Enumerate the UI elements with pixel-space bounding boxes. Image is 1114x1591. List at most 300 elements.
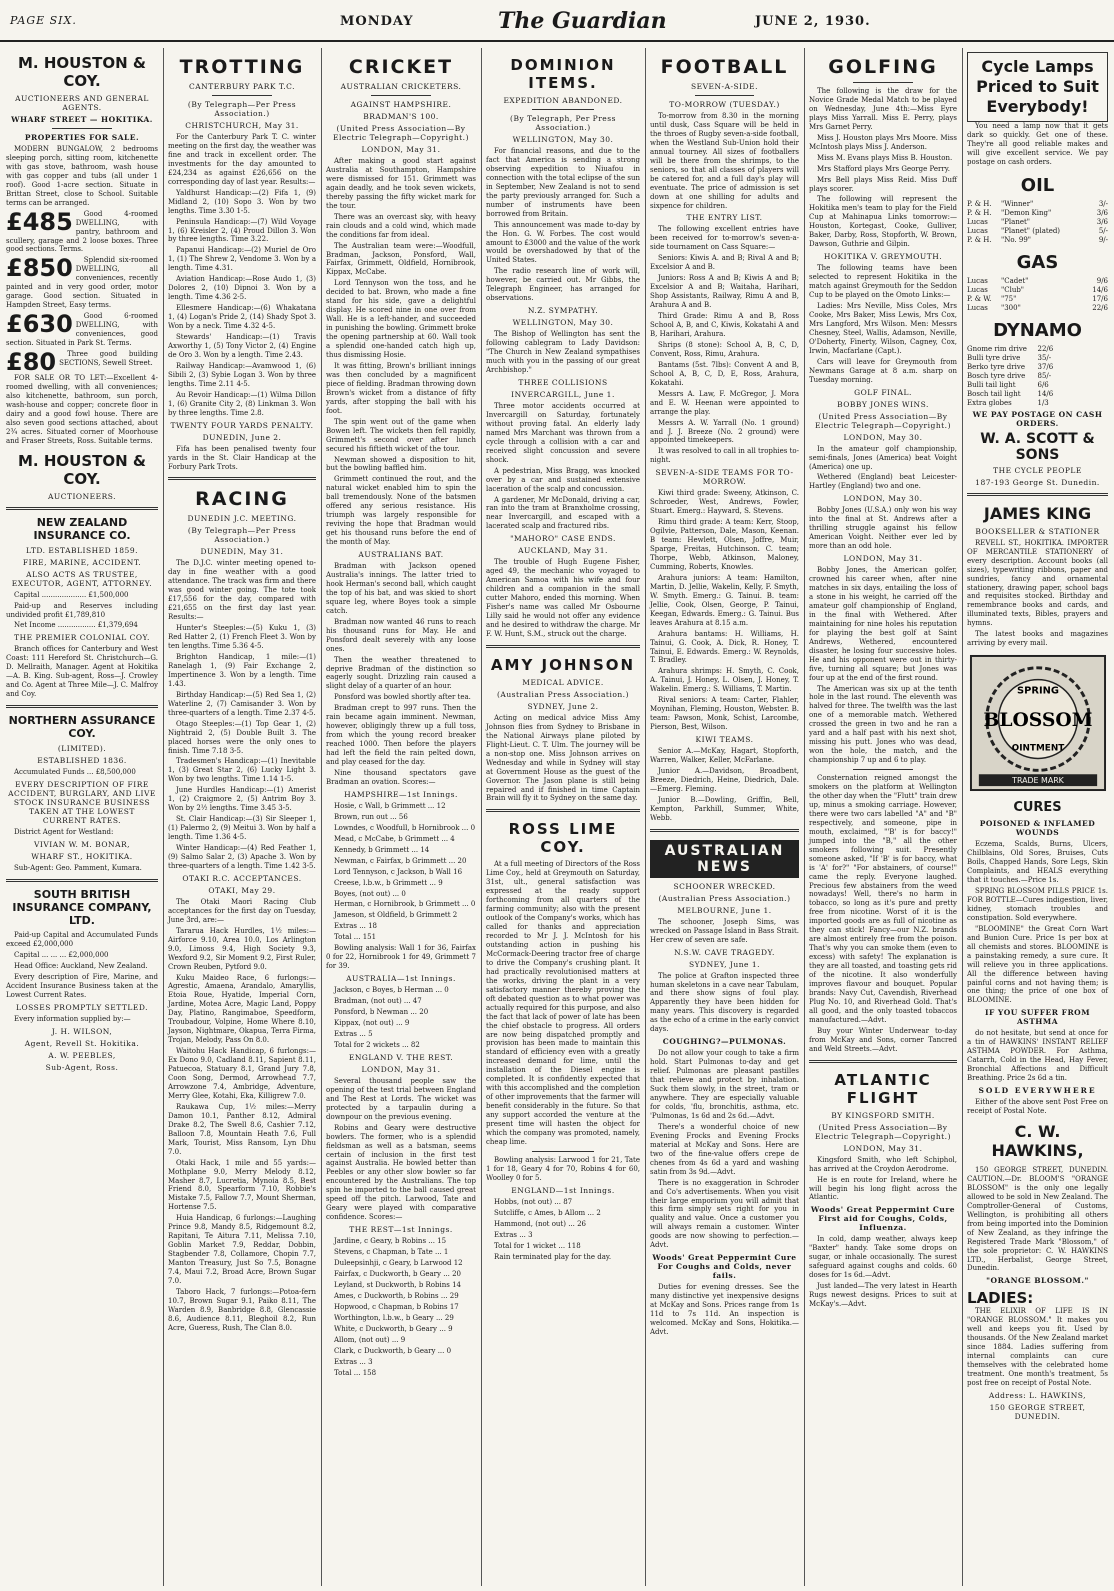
paragraph: Bradman now wanted 46 runs to reach his thousand runs for May. He and Ponsford dealt severely with any loose ones. (326, 617, 476, 653)
paragraph: Stewards' Handicap:—(1) Travis Axworthy 1, (5) Tony Victor 2, (4) Engine de Oro 3. Won by a length. Time 2.43. (168, 333, 316, 359)
divider (809, 1060, 957, 1063)
score-line: Ames, c Duckworth, b Robins ... 29 (334, 1291, 459, 1300)
paragraph: Wethered (England) beat Leicester-Hartley (England) two and one. (809, 473, 957, 491)
paragraph: Third Grade: Rimu A and B, Ross School A, B, and C, Kiwis, Kokatahi A and B, Harihari, Arahura. (650, 312, 799, 338)
nz-insurance-heading: NEW ZEALAND INSURANCE CO. (33, 515, 131, 542)
score-line: Bradman, (not out) ... 47 (334, 997, 422, 1006)
nz-branch-offices: Branch offices for Canterbury and West Coast: 111 Hereford St. Christchurch—G. D. Mellraith, Manager. Agent at Hokitika—A. B. King. Sub-agent, Ross—J. Crowley and Co. Agent at Three Mile—J. C. Malfroy and Coy. (6, 645, 158, 699)
paragraph: Junior A.—Davidson, Broadbent, Breeze, Diedrich, Heine, Diedrich, Dale.—Emerg. Fleming. (650, 767, 799, 793)
property-ad-to-let: FOR SALE OR TO LET:—Excellent 4-roomed dwelling, with all conveniences; also kitchenette, bathroom, sun porch, wash-house and copper; concrete floor in dairy and a good fowl house. There are also seven good sections attached, about 2¾ acres. Situated corner of Moorhouse and Fraser Streets, Ross. Suitable terms. (6, 373, 158, 445)
score-line: Clark, c Duckworth, b Geary ... 0 (334, 1346, 452, 1355)
dateline: LONDON, May 30. (843, 494, 923, 504)
trotting-heading: TROTTING (179, 56, 305, 78)
paragraph: Bobby Jones, the American golfer, crowned his career when, after nine matches in six days, entailing the loss of a stone in his weight, he carried off the amateur golf championship of England, in the final with Wethered. After maintaining for nine holes his reputation for playing the best golf at Saint Andrews, Wethered, encountered disaster, he losing four successive holes. He and his opponent were out in thirty-five, turning all square; but Jones was four up at the end of the first round. (809, 566, 957, 682)
paragraph: Papanui Handicap:—(2) Muriel de Oro 1, (1) The Shrew 2, Vendome 3. Won by a length. Time 4.31. (168, 246, 316, 273)
price: £850 (6, 254, 73, 283)
paragraph: Kingsford Smith, who left Schiphol, has arrived at the Croydon Aerodrome. (809, 1155, 957, 1173)
price-row: Bosch tyre drive 85/- (967, 371, 1052, 380)
paragraph: Cars will leave for Greymouth from Newmans Garage at 8 a.m. sharp on Tuesday morning. (809, 357, 957, 384)
paragraph: A pedestrian, Miss Bragg, was knocked over by a car and sustained extensive laceration of the scalp and concussion. (486, 466, 640, 493)
football-heading: FOOTBALL (660, 56, 789, 78)
score-line: Fairfax, c Duckworth, b Geary ... 20 (334, 1269, 462, 1278)
byline: (By Telegraph—Per Press Association.) (187, 100, 297, 118)
sold-everywhere: SOLD EVERYWHERE (978, 1086, 1097, 1096)
northern-agent-name: VIVIAN W. M. BONAR, (33, 840, 131, 850)
advertisement: There is no exaggeration in Schroder and Co's advertisements. When you visit their large emporium you will admit that this firm simply sets right for you in quality and value. Once a customer you will always remain a customer. Winter goods are now showing to perfection.—Advt. (650, 1178, 799, 1250)
paragraph: Raukawa Cup, 1½ miles:—Merry Damon 10.1, Panther 8.12, Admiral Drake 8.2, The Swell 8.6, Cashier 7.12, Balloon 7.8, Mountain Heath 7.6, Full Mark, Tourist, Miss Ransom, Lyn Dhu 7.0. (168, 1102, 316, 1156)
masthead (0, 0, 1114, 42)
divider (52, 128, 113, 129)
price-row: Bulli tail light 6/6 (967, 380, 1049, 389)
score-line: Boyes, (not out) ... 0 (334, 889, 406, 898)
paragraph: The following will represent the Hokitika men's team to play for the Field Cup at Mahinapua Links tomorrow:—Houston, Kortegast, Cooke, Gulliver, Baker, Darby, Ross, Stopforth, W. Brown, Dawson, Guthrie and Gilpin. (809, 195, 957, 249)
column-trotting-racing (163, 48, 320, 1586)
score-line: Jameson, st Oldfield, b Grimmett 2 (334, 911, 458, 920)
advertisement: Duties for evening dresses. See the many distinctive yet inexpensive designs at McKay and Sons. Prices range from 1s 11d to 7s 11d. An inspection is welcomed. McKay and Sons, Hokitika.—Advt. (650, 1283, 799, 1336)
property-ad-485 (6, 207, 158, 257)
stamp-top-text: SPRING (1016, 685, 1059, 697)
subheading: BY KINGSFORD SMITH. (831, 1110, 935, 1120)
paragraph: Junior B.—Dowling, Griffin, Bell, Kempton, Parkhill, Summer, White, Webb. (650, 795, 799, 822)
price-row: Lucas "300" 22/6 (967, 303, 1108, 312)
nz-colonial: THE PREMIER COLONIAL COY. (14, 633, 150, 643)
paragraph: Peninsula Handicap:—(7) Wild Voyage 1, (6) Kreisler 2, (4) Proud Dillon 3. Won by three lengths. Time 3.22. (168, 217, 316, 244)
score-line: Kippax, (not out) ... 9 (334, 1019, 410, 1028)
divider (853, 82, 912, 83)
paragraph: Otaki Hack, 1 mile and 55 yards:—Mothplane 9.0, Merry Melody 8.12, Masher 8.7, Lucretia, Mynoia 8.5, Best Friend 8.0, Spearform 7.10, Robbie's Mistake 7.5, Fallow 7.7, Mount Sherman, Hortense 7.5. (168, 1158, 316, 1212)
paragraph: Mrs Bell plays Miss Reid. Miss Duff plays scorer. (809, 175, 957, 193)
subheading: AGAINST HAMPSHIRE. (350, 100, 452, 109)
nz-insurance-also: ALSO ACTS AS TRUSTEE, EXECUTOR, AGENT, ATTORNEY. (11, 569, 153, 588)
dateline: WELLINGTON, May 30. (512, 135, 614, 144)
oil-price-list (967, 200, 1108, 244)
houston-subheading-2: AUCTIONEERS. (47, 491, 116, 501)
score-line: White, c Duckworth, b Geary ... 9 (334, 1324, 453, 1333)
south-british-agent-2-address: Sub-Agent, Ross. (45, 1062, 119, 1072)
paragraph: The Australian team were:—Woodfull, Bradman, Jackson, Ponsford, Wall, Fairfax, Grimmett, Oldfield, Hornibrook, Kippax, McCabe. (326, 241, 476, 277)
paragraph: Aviation Handicap:—Rose Audo 1, (3) Dolores 2, (10) Dipnoi 3. Won by a length. Time 4.36 2-5. (168, 275, 316, 302)
paragraph: Miss J. Houston plays Mrs Moore. Miss McIntosh plays Miss J. Anderson. (809, 133, 957, 151)
paragraph: Grimmett continued the rout, and the natural wicket enabled him to spin the ball tremendously. None of the batsmen offered any serious resistance. His triumph was largely responsible for reviving the hope that Bradman would get his thousand runs before the end of the month of May. (326, 475, 476, 547)
subheading: MEDICAL ADVICE. (522, 677, 604, 687)
ross-lime-heading: ROSS LIME COY. (508, 820, 618, 857)
paragraph: Do not allow your cough to take a firm hold. Start Pulmonas to-day and get relief. Pulmonas are pleasant pastilles that relieve and protect by inhalation. Suck them slowly, in the street, tram or anywhere. They are especially valuable for colds, 'flu, bronchitis, asthma, etc. 'Pulmonas, 1s 6d and 2s 6d.—Advt. (650, 1049, 799, 1120)
paragraph: At a full meeting of Directors of the Ross Lime Coy., held at Greymouth on Saturday, 31st, ult., general satisfaction was expressed at the ready support forthcoming from all quarters of the farming community; also with the present outlook of the Company's works, which has called for thanks and appreciation recorded to Mr J. J. McIntosh for his outstanding action in pushing his McCormack-Deering tractor free of charge to drive the Company's crushing plant. It had practically revolutionised matters at the works, driving the plant in a very satisfactory manner thereby proving the oft debated question as to what power was actually required for this purpose, and also the fact that lack of power of late has been the chief obstacle to progress. All orders are now being dispatched promptly and provision has been made to maintain this standard of efficiency even with a greatly increased demand for lime, until the installation of the Diesel engine is completed. It is confidently expected that with this accomplished and the completion of other improvements that the farmer will benefit considerably in the future. So that any support accorded the venture at the present time will hasten the object for which the company was promoted, namely, cheap lime. (486, 860, 640, 1146)
paragraph: Rimu third grade: A team: Kerr, Stoop, Ogilvie, Patterson, Dale, Mason, Keenan. B team: Hewlett, Olsen, Joffre, Muir, Sparge, Freitas, Hutchinson. C. team; Thorpe, Webb, Atkinson, Maloney, Cumming, Roberts, Knowles. (650, 518, 799, 571)
dateline: SYDNEY, June 2. (527, 701, 599, 711)
byline: (Australian Press Association.) (497, 689, 629, 699)
score-line: Hobbs, (not out) ... 87 (494, 1197, 573, 1206)
scott-subheading: THE CYCLE PEOPLE (993, 465, 1082, 475)
south-british-heading: SOUTH BRITISH INSURANCE COMPANY, LTD. (12, 887, 152, 927)
cycle-lamps-heading: Cycle Lamps Priced to Suit Everybody! (967, 52, 1108, 122)
price-row: Gnome rim drive 22/6 (967, 344, 1054, 353)
score-line: Brown, run out ... 56 (334, 812, 408, 821)
racing-heading: RACING (195, 488, 289, 511)
column-golfing (804, 48, 961, 1586)
houston-heading-2: M. HOUSTON & COY. (18, 451, 146, 488)
paragraph: Three motor accidents occurred at Invercargill on Saturday, fortunately without proving fatal. An elderly lady named Mrs Marchant was thrown from a cycle through a collision with a car and received slight concussion and severe shock. (486, 401, 640, 464)
asthma-heading: IF YOU SUFFER FROM ASTHMA (984, 1008, 1091, 1027)
score-line: Hosie, c Wall, b Grimmett ... 12 (334, 801, 446, 810)
gas-heading: GAS (1016, 251, 1059, 273)
paragraph: For the Canterbury Park T. C. winter meeting on the first day, the weather was fine and track in excellent order. The investments for the day amounted to £24,234 as against £26,656 on the corresponding day of last year. Results:— (168, 133, 316, 186)
paragraph: Birthday Handicap:—(5) Red Sea 1, (2) Waterline 2, (7) Camisander 3. Won by three-quarters of a length. Time 2.37 4-5. (168, 690, 316, 717)
property-ad-850 (6, 256, 158, 312)
hawkins-address-2: 150 GEORGE STREET, DUNEDIN. (989, 1403, 1086, 1421)
byline: (By Telegraph—Per Press Association.) (187, 526, 297, 545)
dateline: CHRISTCHURCH, May 31. (185, 121, 299, 130)
paragraph: Consternation reigned amongst the smokers on the platform at Wellington the other day when the "Flutt" train drew up, minus a smoking carriage. However, there were two cars labelled "A" and "B" respectively, and someone, pipe in mouth, exclaimed, "'B' is for baccy!" jumped into the "B," all the other smokers following suit. Presently someone asked, "If 'B' is for baccy, what is 'A' for?" "For abstainers, of course!" came the reply. Everyone laughed. Precious few abstainers from the weed nowadays! Well, there's no harm in tobacco, so long as it's pure and pretty free from nicotine. Worst of it is the imported goods are as full of nicotine as they can stick! Fancy—our N.Z. brands are almost entirely free from the poison. That's why you can smoke them (even to excess) with safety! The explanation is they are all toasted, and toasting gets rid of the nicotine. It also wonderfully improves flavour and bouquet. Popular brands: Navy Cut, Cavendish, Riverhead Plug No. 10, and Riverhead Gold. That's all good, and the only toasted tobaccos manufactured.—Advt. (809, 774, 957, 1024)
hawkins-text: 150 GEORGE STREET, DUNEDIN. CAUTION.—Dr. BLOOM'S "ORANGE BLOSSOM" is the only one legally allowed to be sold in New Zealand. The Comptroller-General of Customs, Wellington, is prohibiting all others from being imported into the Dominion of New Zealand, as they infringe the Registered Trade Mark "Blossom," of the sole proprietor: C. W. HAWKINS LTD., Herbalist, George Street, Dunedin. (967, 1165, 1108, 1273)
property-ad-630 (6, 312, 158, 350)
stamp-bottom-text: OINTMENT (1011, 743, 1064, 754)
paragraph: Bradman crept to 997 runs. Then the rain became again imminent. Newman, however, obligingly threw up a full toss, from which the young record breaker reached 1000. Then before the players had left the field the rain pelted down, and play ceased for the day. (326, 704, 476, 767)
paragraph: Railway Handicap:—Avamwood 1, (6) Sibili 2, (3) Sybie Logan 3. Won by three lengths. Time 2.11 4-5. (168, 361, 316, 388)
score-line: Lowndes, c Woodfull, b Hornibrook ... 0 (334, 823, 476, 832)
score-line: Extras ... 18 (334, 922, 378, 931)
score-line: Extras ... 3 (494, 1230, 533, 1239)
score-line: Newman, c Fairfax, b Grimmett ... 20 (334, 856, 467, 865)
dateline: LONDON, May 31. (361, 145, 441, 154)
paragraph: The trouble of Hugh Eugene Fisher, aged 49, the mechanic who voyaged to American Samoa with his wife and four children and a companion in the small cutter Mahoro, ended this morning. When Fisher's name was called Mr Osbourne Lilly said he would not offer any evidence and he desired to withdraw the charge. Mr F. W. Hunt, S.M., struck out the charge. (486, 558, 640, 638)
paragraph: Shrips (8 stone): School A, B, C, D, Convent, Ross, Rimu, Arahura. (650, 340, 799, 358)
cures-heading: CURES (1013, 800, 1062, 816)
price-row: P. & H. "No. 99" 9/- (967, 235, 1108, 244)
paragraph: St. Clair Handicap:—(3) Sir Sleeper 1, (1) Palermo 2, (9) Meitui 3. Won by half a length. Time 1.36 4-5. (168, 815, 316, 842)
paragraph: Otago Steeples:—(1) Top Gear 1, (2) Nightraid 2, (5) Double Built 3. The placed horses were the only ones to finish. Time 7.18 3-5. (168, 719, 316, 755)
score-line: Kennedy, b Grimmett ... 14 (334, 845, 430, 854)
score-line: Extras ... 3 (334, 1357, 373, 1366)
paragraph: After making a good start against Australia at Southampton, Hampshire were dismissed for 151. Grimmett was again deadly, and he took seven wickets, thereby passing the fifty wicket mark for the tour. (326, 157, 476, 210)
james-king-subheading: BOOKSELLER & STATIONER (975, 526, 1100, 536)
divider (168, 477, 316, 480)
atlantic-flight-heading: ATLANTIC FLIGHT (834, 1070, 932, 1107)
stamp-base-text: TRADE MARK (1011, 776, 1064, 786)
byline: (United Press Association—By Electric Telegraph—Copyright.) (814, 411, 951, 430)
score-line: Leyland, st Duckworth, b Robins 14 (334, 1280, 461, 1289)
newspaper-title: The Guardian (498, 8, 667, 34)
houston-street: WHARF STREET — HOKITIKA. (11, 115, 153, 124)
score-line: Sutcliffe, c Ames, b Allom ... 2 (494, 1208, 601, 1217)
properties-heading: PROPERTIES FOR SALE. (24, 133, 140, 142)
paragraph: Miss M. Evans plays Miss B. Houston. (817, 153, 953, 162)
paragraph: A gardener, Mr McDonald, driving a car, ran into the tram at Branxholme crossing, near Invercargill, and escaped with a lacerated scalp and fractured ribs. (486, 495, 640, 531)
dynamo-price-list (967, 345, 1108, 407)
northern-funds: Accumulated Funds ... £8,500,000 (14, 768, 136, 777)
divider (6, 705, 158, 708)
divider (486, 645, 640, 648)
south-british-description: Every description of Fire, Marine, and Accident Insurance Business taken at the Lowest Current Rates. (6, 972, 158, 999)
masthead-date: JUNE 2, 1930. (755, 14, 871, 29)
price-row: Bulli tyre drive 35/- (967, 353, 1052, 362)
paragraph: Seniors: Kiwis A. and B; Rival A and B; Excelsior A and B. (650, 254, 799, 272)
price-row: Berko tyre drive 37/6 (967, 362, 1054, 371)
paragraph: There was an overcast sky, with heavy rain clouds and a cold wind, which made the conditions far from ideal. (326, 212, 476, 239)
divider (6, 879, 158, 882)
paragraph: The radio research line of work will, however, be carried out. Mr Gibbs, the Telegraph Engineer, has arranged for observations. (486, 267, 640, 303)
postage-note: WE PAY POSTAGE ON CASH ORDERS. (972, 409, 1103, 428)
subheading: EXPEDITION ABANDONED. (503, 96, 623, 105)
northern-limited: (LIMITED). (57, 744, 107, 754)
property-ad-bungalow: MODERN BUNGALOW, 2 bedrooms sleeping porch, sitting room, kitchenette with gas stove, bathroom, wash house with gas copper and tubs (all under 1 roof). Good 1-acre section. Situate in Brittan Street, close to School. Suitable terms can be arranged. (6, 145, 158, 207)
subheading: ENGLAND V. THE REST. (348, 1052, 454, 1062)
paragraph: Then the weather threatened to deprive Bradman of the distinction so eagerly sought. Drizzling rain caused a slight delay of a quarter of an hour. (326, 655, 476, 691)
paragraph: Bantams (5st. 7lbs): Convent A and B, School A, B, C, D, E, Ross, Arahura, Kokatahi. (650, 360, 799, 387)
byline: (United Press Association—By Electric Telegraph—Copyright.) (814, 1122, 951, 1141)
hawkins-address: Address: L. HAWKINS, (988, 1391, 1087, 1400)
divider (212, 95, 271, 96)
score-line: Jardine, c Geary, b Robins ... 15 (334, 1237, 447, 1246)
paragraph: Ladies: Mrs Neville, Miss Coles, Mrs Cooke, Mrs Baker, Miss Lewis, Mrs Cox, Mrs Langford, Mrs Wilson. Men: Messrs Chesney, Steel, Wallis, Adamson, Neville, O'Doherty, Finerty, Wilson, Cagney, Cox, Irwin, Macfarlane (Capt.). (809, 302, 957, 355)
subheading: "MAHORO" CASE ENDS. (510, 534, 616, 544)
paragraph: The Bishop of Wellington has sent the following cablegram to Lady Davidson: "The Church in New Zealand sympathises much with you in the passing of our great Archbishop." (486, 330, 640, 375)
divider (650, 829, 799, 832)
paragraph: Huia Handicap, 6 furlongs:—Laughing Prince 9.8, Mandy 8.5, Ridgemount 8.2, Rapitani, Te Aitura 7.11, Melissa 7.10, Goblin Market 7.9, Reddar, Dobbin, Stagbender 7.8, Collamore, Chopin 7.7, Manton Treasury, Just So 7.5, Bonagne 7.4, Maui 7.2, Broad Acre, Brown Sugar 7.0. (168, 1214, 316, 1285)
nz-net-income: Net Income ................. £1,379,694 (14, 621, 138, 630)
paragraph: Kuku Maideo Race, 6 furlongs:—Agrestic, Amaena, Arandalo, Amaryllis, Etoia Roue, Hyatide, Imperial Corn, Jardine, Motea Acre, Magic Land, Poppy Day, Platino, Rangimaboe, Speedform, Troubadour, Volpine, Home Where 8.10, Jayson, Nightmare, Okapua, Terra Firma, Trojan, Melody, Pass On 8.0. (168, 973, 316, 1045)
property-text: Splendid six-roomed DWELLING, all conveniences, recently painted and in very good order, motor garage. Good section. Situated in Hampden Street, Easy terms. (6, 256, 158, 310)
stamp-main-text: BLOSSOM (983, 709, 1092, 732)
subheading: KIWI TEAMS. (695, 735, 754, 745)
paragraph: Rain terminated play for the day. (494, 1252, 612, 1261)
northern-description: EVERY DESCRIPTION OF FIRE ACCIDENT, BURGLARY, AND LIVE STOCK INSURANCE BUSINESS TAKEN AT THE LOWEST CURRENT RATES. (8, 780, 156, 826)
pills-advertisement: SPRING BLOSSOM PILLS PRICE 1s. FOR BOTTLE—Cures indigestion, liver, kidney, stomach troubles and constipation. Sold everywhere. (967, 886, 1108, 922)
paragraph: Rival seniors: A team: Carter, Flahler, Moynihan, Fleming, Houston, Webster. B. team: Pawson, Monk, Schist, Larcombe, Pierson, Best, Wilson. (650, 696, 799, 732)
subheading: THE ENTRY LIST. (686, 213, 763, 223)
paragraph: Taboro Hack, 7 furlongs:—Potoa-fern 10.7, Brown Sugar 9.1, Paiko 8.11, The Warden 8.9, Banbridge 8.8, Glencassie 8.6, Audience 8.11, Bleghoil 8.2, Run Acre, Gueress, Rush, The Clan 8.0. (168, 1287, 316, 1332)
score-line: Allom, (not out) ... 9 (334, 1335, 406, 1344)
score-total: Total ... 158 (334, 1368, 377, 1377)
northern-sub-agent: Sub-Agent: Geo. Pamment, Kumara. (14, 864, 142, 873)
cures-subheading: POISONED & INFLAMED WOUNDS (979, 819, 1096, 838)
scorecard-heading: THE REST—1st Innings. (349, 1225, 453, 1235)
nz-insurance-kinds: FIRE, MARINE, ACCIDENT. (22, 557, 142, 567)
northern-agent-label: District Agent for Westland: (14, 828, 114, 837)
byline: (By Telegraph, Per Press Association.) (510, 114, 616, 132)
paragraph: Bradman with Jackson opened Australia's innings. The latter tried to hook Herman's second ball, which caught the top of his bat, and was skied to short square leg, where Boyes took a simple catch. (326, 562, 476, 615)
price: £630 (6, 310, 73, 339)
score-line: Duleepsinhji, c Geary, b Larwood 12 (334, 1259, 463, 1268)
paragraph: Senior A.—McKay, Hagart, Stopforth, Warren, Walker, Keller, McFarlane. (650, 747, 799, 765)
cures-text: Eczema, Scalds, Burns, Ulcers, Chilblains, Old Sores, Bruises, Cuts Boils, Chapped Hands, Sore Legs, Skin Complaints, and HEALS everything that it touches.—Price 1s. (967, 840, 1108, 885)
score-line: Hopwood, c Chapman, b Robins 17 (334, 1302, 459, 1311)
price-row: Lucas "Planet" (plated) 5/- (967, 226, 1108, 235)
subheading: BRADMAN'S 100. (363, 112, 439, 121)
score-line: Worthington, l.b.w., b Geary ... 29 (334, 1313, 454, 1322)
south-british-losses: LOSSES PROMPTLY SETTLED. (15, 1002, 149, 1012)
subheading: COUGHING?—PULMONAS. (662, 1037, 787, 1047)
column-advertisements-insurance (2, 48, 162, 1586)
south-british-agent-2: A. W. PEEBLES, (48, 1050, 116, 1060)
james-king-text: REVELL ST., HOKITIKA. IMPORTER OF MERCANTILE STATIONERY of every description. Account books (all sizes), typewriting ribbons, paper and sundries, fancy and ornamental stationery, drawing paper, school bags and requisites stocked. Birthday and remembrance books and cards, and illuminated texts, Bibles, prayers and hymns. (967, 538, 1108, 628)
ladies-heading: LADIES: (967, 1289, 1034, 1308)
cycle-lamps-text: You need a lamp now that it gets dark so quickly. Get one of these. They're all good reliable makes and will give excellent service. We pay postage on cash orders. (967, 122, 1108, 166)
south-british-agent-1-address: Agent, Revell St. Hokitika. (24, 1038, 140, 1048)
south-british-info: Every information supplied by:— (14, 1014, 131, 1023)
scorecard-heading: AUSTRALIA—1st Innings. (346, 974, 456, 984)
dateline: AUCKLAND, May 31. (518, 546, 608, 556)
page-number: PAGE SIX. (10, 14, 77, 27)
nz-insurance-established: LTD. ESTABLISHED 1859. (26, 545, 138, 555)
price-row: P. & W. "75" 17/6 (967, 294, 1108, 303)
subheading: AUSTRALIANS BAT. (358, 550, 444, 560)
subheading: TO-MORROW (TUESDAY.) (669, 100, 780, 109)
price-row: P. & H. "Demon King" 3/6 (967, 208, 1108, 217)
paragraph: Yaldhurst Handicap:—(2) Fifa 1, (9) Midland 2, (10) Sopo 3. Won by two lengths. Time 3.30 1-5. (168, 188, 316, 215)
scorecard-heading: ENGLAND—1st Innings. (511, 1185, 615, 1195)
score-line: Jackson, c Boyes, b Herman ... 0 (334, 986, 449, 995)
spring-blossom-trademark-icon (969, 654, 1107, 792)
paragraph: It was resolved to call in all trophies to-night. (650, 447, 799, 465)
property-ad-80 (6, 347, 158, 376)
houston-subheading: AUCTIONEERS AND GENERAL AGENTS. (15, 94, 149, 112)
dateline: INVERCARGILL, June 1. (511, 389, 615, 399)
dateline: LONDON, May 31. (361, 1064, 441, 1074)
score-line: Hammond, (not out) ... 26 (494, 1219, 586, 1228)
gas-price-list (967, 277, 1108, 312)
paragraph: Acting on medical advice Miss Amy Johnson flies from Sydney to Brisbane in the National Airways plane piloted by Flight-Lieut. C. T. Ulm. The journey will be a non-stop one. Miss Johnson arrives on Wednesday and while in Sydney will stay at Government House as the guest of the Governor. The Jason plane is still being repaired and if finished in time Captain Brain will fly it to Sydney on the same day. (486, 713, 640, 803)
property-text: Good 4-roomed DWELLING, with pantry, bathroom and scullery, garage and 2 loose boxes. Three good sections. Terms. (6, 209, 158, 254)
score-line: Herman, c Hornibrook, b Grimmett ... 0 (334, 900, 476, 909)
divider (486, 809, 640, 812)
paragraph: The police at Grafton inspected three human skeletons in a cave near Tabulam, and there show signs of foul play. Apparently they have been hidden for many years. This discovery is regarded as the echo of a crime in the early convict days. (650, 971, 799, 1034)
paragraph: Ponsford was bowled shortly after tea. (334, 693, 471, 702)
paragraph: Messrs A. W. Yarrall (No. 1 ground) and J. J. Breeze (No. 2 ground) were appointed timekeepers. (650, 418, 799, 445)
divider (853, 769, 912, 770)
oil-heading: OIL (1020, 174, 1055, 196)
scorecard-heading: HAMPSHIRE—1st Innings. (344, 789, 458, 799)
score-total: Total for 1 wicket ... 118 (494, 1241, 581, 1250)
paragraph: Hunter's Steeples:—(5) Kuku 1, (3) Red Hatter 2, (1) French Fleet 3. Won by ten lengths. Time 5.36 4-5. (168, 624, 316, 651)
column-retail-advertisements (962, 48, 1112, 1586)
orange-blossom-heading: "ORANGE BLOSSOM." (986, 1276, 1089, 1286)
divider (695, 95, 755, 96)
divider (532, 1151, 594, 1152)
paragraph: The American was six up at the tenth hole in the last round. The eleventh was halved for three. The twelfth was the last one of a memorable match. Wethered crossed the green in two and he ran a yard and a half past with his next shot, missing his putt. Jones who was dead, won the hole, the match, and the championship 7 up and 6 to play. (809, 684, 957, 765)
paragraph: Robins and Geary were destructive bowlers. The former, who is a splendid fieldsman as well as a batsman, seems certain of inclusion in the first test against Australia. He bowled better than Peebles or any other slow bowler so far encountered by the Australians. The top spin he imported to the ball caused great speed off the pitch. Larwood, Tate and Geary were played with comparative confidence. Scores:— (326, 1123, 476, 1222)
bowling-analysis: Bowling analysis: Larwood 1 for 21, Tate 1 for 18, Geary 4 for 70, Robins 4 for 60, Woolley 0 for 5. (486, 1155, 640, 1182)
dynamo-heading: DYNAMO (993, 319, 1082, 341)
scott-heading: W. A. SCOTT & SONS (980, 430, 1095, 463)
subheading: AUSTRALIAN CRICKETERS. (340, 82, 462, 91)
cricket-heading: CRICKET (348, 56, 454, 78)
james-king-text: The latest books and magazines arriving by every mail. (967, 630, 1108, 648)
subheading: SEVEN-A-SIDE. (690, 82, 759, 91)
paragraph: Newman showed a disposition to hit, but the bowling baffled him. (326, 455, 476, 473)
golfing-heading: GOLFING (828, 56, 938, 78)
paragraph: Brighton Handicap, 1 mile:—(1) Ranelagh 1, (9) Fair Exchange 2, Impertinence 3. Won by a length. Time 1.43. (168, 652, 316, 688)
subheading: CANTERBURY PARK T.C. (189, 82, 295, 91)
subheading: N.S.W. CAVE TRAGEDY. (674, 947, 775, 957)
paragraph: This announcement was made to-day by the Hon. G. W. Forbes. The cost would amount to £3000 and the value of the work would be overshadowed by that of the United States. (486, 220, 640, 265)
paragraph: The following excellent entries have been received for to-morrow's seven-a-side tournament on Cass Square:— (650, 225, 799, 252)
dateline: OTAKI, May 29. (208, 885, 276, 895)
advertisement: Buy your Winter Underwear to-day from McKay and Sons, corner Tancred and Weld Streets.—Advt. (809, 1026, 957, 1053)
price-row: Bosch tail light 14/6 (967, 389, 1054, 398)
australian-news-heading: AUSTRALIAN NEWS (650, 840, 799, 878)
subheading: N.Z. SYMPATHY. (527, 306, 599, 316)
paragraph: Ellesmere Handicap:—(6) Whakatana 1, (4) Logan's Pride 2, (14) Shady Spot 3. Won by a neck. Time 4.32 4-5. (168, 304, 316, 331)
paragraph: Mrs Stafford plays Mrs George Perry. (817, 164, 950, 173)
paragraph: For financial reasons, and due to the fact that America is sending a strong observing expedition to Niuafou in connection with the total eclipse of the sun in September, New Zealand is not to send the party previously arranged for. Such a number of instruments have been borrowed from Britain. (486, 147, 640, 218)
dateline: WELLINGTON, May 30. (512, 318, 614, 328)
dominion-items-heading: DOMINION ITEMS. (510, 56, 616, 92)
paragraph: Kiwi third grade: Sweeny, Atkinson, C. Schroeder, West, Andrews, Fowler, Stuart. Emerg.: Hayward, S. Stevens. (650, 489, 799, 516)
paragraph: The spin went out of the game when Bowen left. The wickets then fell rapidly, Grimmett's second over after lunch secured his fiftieth wicket of the tour. (326, 417, 476, 453)
advertisement-heading: Woods' Great Peppermint Cure For Coughs and Colds, never fails. (652, 1253, 797, 1281)
advertisement: Just landed—The very latest in Hearth Rugs newest designs. Prices to suit at McKay's.—Advt. (809, 1282, 957, 1309)
paragraph: Waitohu Hack Handicap, 6 furlongs:—Ex Dono 9.0, Cadland 8.11, Sapient 8.11, Patuecoa, Statuary 8.1, Grand Jury 7.8, Coon Song, Dermod, Arrowhead 7.7, Arrowzone 7.4, Ambridge, Adventure, Merry Glee, Kotahi, Eka, Killigrew 7.0. (168, 1047, 316, 1100)
price: £80 (6, 347, 57, 376)
price: £485 (6, 207, 73, 236)
paragraph: Au Revoir Handicap:—(1) Wilma Dillon 1, (6) Granite City 2, (8) Linkman 3. Won by three lengths. Time 2.8. (168, 390, 316, 417)
dateline: MELBOURNE, June 1. (677, 905, 772, 915)
houston-heading: M. HOUSTON & COY. (18, 54, 146, 90)
paragraph: The D.J.C. winter meeting opened to-day in fine weather with a good attendance. The track was firm and there was good winter going. The tote took £17,556 for the day, compared with £21,655 on the first day last year. Results:— (168, 559, 316, 622)
northern-assurance-heading: NORTHERN ASSURANCE COY. (8, 714, 156, 741)
masthead-day: MONDAY (340, 14, 414, 29)
paragraph: Tararua Hack Hurdles, 1½ miles:—Airforce 9.10, Area 10.0, Los Arlington 9.0, Limoss 9.4, High Society 9.3, Wexford 9.2, Sir Moment 9.2, First Ruler, Crown Reuben, Pytford 9.0. (168, 926, 316, 971)
scott-address: 187-193 George St. Dunedin. (975, 477, 1100, 487)
northern-agent-address: WHARF ST., HOKITIKA. (31, 852, 133, 862)
paragraph: Lord Tennyson won the toss, and he decided to bat. Brown, who made a fine stand for his side, gave a delightful display. He scored nine in one over from Wall. He is a left-hander, and succeeded in punishing the bowling. Grimmett broke the opening partnership at 60. Wall took a splendid one-handed catch high up, thus dismissing Hosie. (326, 279, 476, 360)
property-text: Three good building SECTIONS, Sewell Street. (59, 349, 158, 367)
dateline: LONDON, May 30. (843, 432, 923, 442)
amy-johnson-heading: AMY JOHNSON (490, 655, 636, 674)
price-row: P. & H. "Winner" 3/- (967, 199, 1108, 208)
divider (532, 109, 594, 110)
paragraph: It was fitting, Brown's brilliant innings was then concluded by a magnificent piece of fielding. Bradman throwing down Brown's wicket from a distance of fifty yards, after stopping the ball with his foot. (326, 361, 476, 415)
property-text: Good 6-roomed DWELLING, with conveniences, good section. Situated in Park St. Terms. (6, 312, 158, 348)
byline: (Australian Press Association.) (658, 893, 791, 903)
south-british-capital-2: Capital ... ... ... £2,000,000 (14, 950, 109, 959)
subheading: THREE COLLISIONS (518, 377, 608, 387)
score-line: Creese, l.b.w., b Grimmett ... 9 (334, 878, 443, 887)
ladies-text: THE ELIXIR OF LIFE IS IN "ORANGE BLOSSOM." It makes you well and keeps you fit. Used by thousands. Of the New Zealand market since 1884. Ladies suffering from internal complaints can cure themselves with the celebrated home treatment. One month's treatment, 5s post free on receipt of Postal Note. (967, 1307, 1108, 1388)
paragraph: Juniors: Ross A and B; Kiwis A and B; Excelsior A and B; Waitaha, Harihari, Shop Assistants, Railway, Rimu A and B, Arahura A and B. (650, 274, 799, 310)
nz-paid-up: Paid-up and Reserves including undivided profit £1,789,810 (6, 601, 158, 619)
paragraph: To-morrow from 8.30 in the morning until dusk, Cass Square will be held in the throes of Rugby seven-a-side football, when the Westland Sub-Union hold their annual tourney. All sizes of footballers will be there from the shrimps, to the seniors, so that all classes of players will be catered for, and a full day's play will eventuate. The price of admission is set down at one shilling for adults and sixpence for children. (650, 112, 799, 210)
dateline: DUNEDIN, May 31. (200, 547, 284, 557)
price-row: Lucas "Planet" 3/6 (967, 217, 1108, 226)
south-british-office: Head Office: Auckland, New Zealand. (14, 961, 148, 970)
score-line: Extras ... 5 (334, 1029, 373, 1038)
subheading: OTAKI R.C. ACCEPTANCES. (182, 873, 302, 883)
asthma-text: do not hesitate, but send at once for a tin of HAWKINS' INSTANT RELIEF ASTHMA POWDER. For Asthma, Catarrh, Cold in the Head, Hay Fever, Bronchial Affections and Difficult Breathing. Price 2s 6d a tin. (967, 1029, 1108, 1083)
paragraph: Several thousand people saw the opening of the test trial between England and The Rest at Lords. The wicket was protected by a tarpaulin during a downpour on the previous evening. (326, 1076, 476, 1121)
advertisement: There's a wonderful choice of new Evening Frocks and Evening Frocks material at McKay and Sons. Here are two of the fine-value offers crepe de chenes from 4s 6d a yard and washing satin from 3s 9d.—Advt. (650, 1122, 799, 1176)
byline: (United Press Association—By Electric Telegraph—Copyright.) (332, 124, 469, 142)
hawkins-heading: C. W. HAWKINS, (991, 1121, 1084, 1160)
divider (967, 493, 1108, 496)
paragraph: Nine thousand spectators gave Bradman an ovation. Scores:— (326, 769, 476, 786)
bowling-analysis: Bowling analysis: Wall 1 for 36, Fairfax 0 for 22, Hornibrook 1 for 49, Grimmett 7 for 39. (326, 944, 476, 971)
northern-established: ESTABLISHED 1836. (37, 756, 127, 766)
dateline: LONDON, May 31. (843, 1143, 923, 1153)
paragraph: The schooner, Joseph Sims, was wrecked on Passage Island in Bass Strait. Her crew of seven are safe. (650, 917, 799, 944)
nz-capital: Capital .................... £1,500,000 (14, 590, 129, 599)
subheading: SEVEN-A-SIDE TEAMS FOR TO-MORROW. (655, 468, 794, 487)
price-row: Extra globes 1/3 (967, 398, 1049, 407)
paragraph: June Hurdles Handicap:—(1) Amerist 1, (2) Craigmore 2, (5) Antrim Boy 3. Won by 2½ lengths. Time 3.45 3-5. (168, 786, 316, 813)
paragraph: The following teams have been selected to represent Hokitika in the match against Greymouth for the Seddon Cup to be played on the Omoto Links:— (809, 264, 957, 300)
column-dominion-items (481, 48, 644, 1586)
paragraph: He is en route for Ireland, where he will begin his long flight across the Atlantic. (809, 1175, 957, 1202)
paragraph: In the amateur golf championship, semi-finals, Jones (America) beat Voight (America) one up. (809, 444, 957, 471)
paragraph: Arahura bantams: H. Williams, H. Tainui, G. Cook, A. Dick, R. Honey, T. Tainui, E. Edwards. Emerg.: W. Reynolds, T. Bradley. (650, 629, 799, 665)
sold-text: Either of the above sent Post Free on receipt of Postal Note. (967, 1098, 1108, 1116)
